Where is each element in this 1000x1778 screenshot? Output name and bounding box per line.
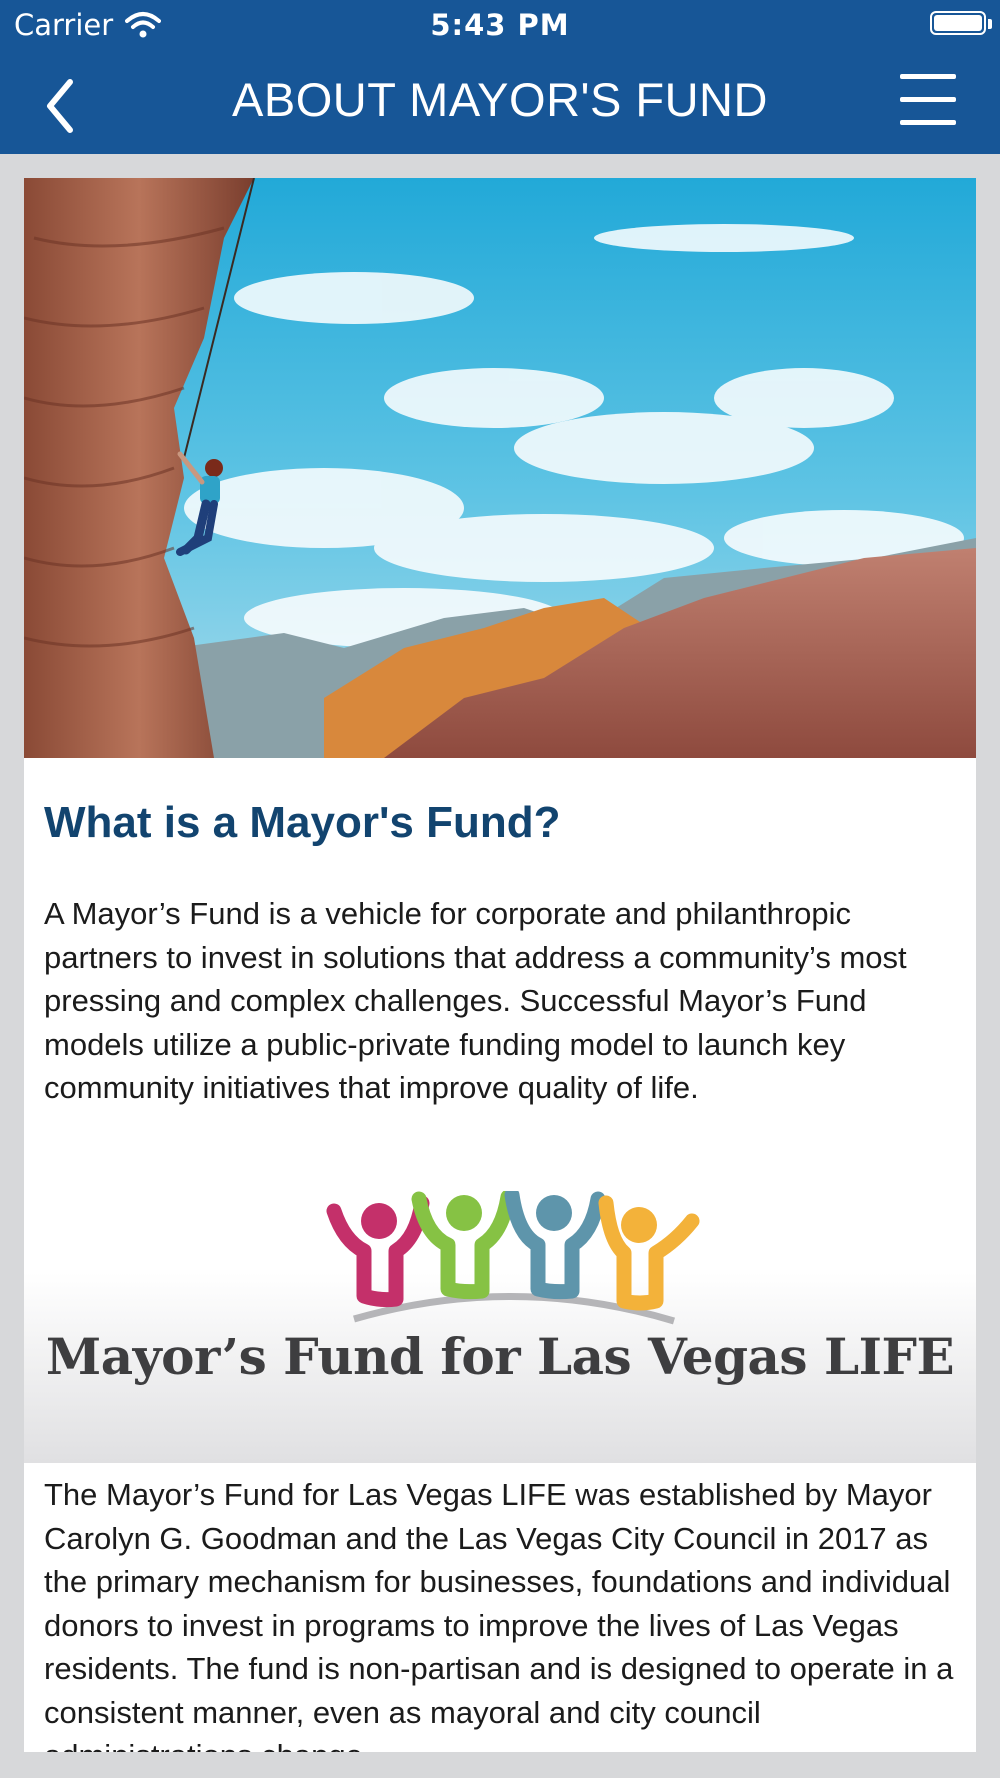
people-figures-icon xyxy=(324,1191,704,1331)
fund-logo xyxy=(24,1183,976,1463)
hamburger-menu-icon-line-middle xyxy=(900,97,956,102)
section-heading: What is a Mayor's Fund? xyxy=(44,798,561,847)
body-paragraph: The Mayor’s Fund for Las Vegas LIFE was established by Mayor Carolyn G. Goodman and the Las Vegas City Council in 2017 as the primary mechanism for businesses, foundations and individual donors to invest in programs to improve the lives of Las Vegas residents. The fund is non-partisan and is designed to operate in a consistent manner, even as mayoral and city council xyxy=(44,1477,954,1730)
battery-level-fill xyxy=(934,15,982,31)
fund-logo-text: Mayor’s Fund for Las Vegas LIFE xyxy=(45,1327,955,1386)
hamburger-menu-icon-line-bottom xyxy=(900,120,956,125)
battery-icon xyxy=(930,11,986,35)
menu-button[interactable] xyxy=(900,70,956,130)
hamburger-menu-icon-line-top xyxy=(900,74,956,79)
battery-tip xyxy=(988,19,992,29)
app-header xyxy=(0,0,1000,154)
status-time: 5:43 PM xyxy=(430,8,570,42)
hero-image xyxy=(24,178,976,758)
page-title: ABOUT MAYOR'S FUND xyxy=(232,73,768,126)
intro-paragraph: A Mayor’s Fund is a vehicle for corporate and philanthropic partners to invest in solutions that address a community’s most pressing and complex challenges. Successful Mayor’s Fund models utilize a public-private funding model to launch key community initiatives that improve quality of life. xyxy=(44,896,907,1105)
carrier-label: Carrier xyxy=(14,8,114,42)
content-card xyxy=(24,178,976,1778)
nav-bar xyxy=(0,58,1000,154)
bottom-edge xyxy=(0,1752,1000,1778)
status-bar xyxy=(0,0,1000,50)
